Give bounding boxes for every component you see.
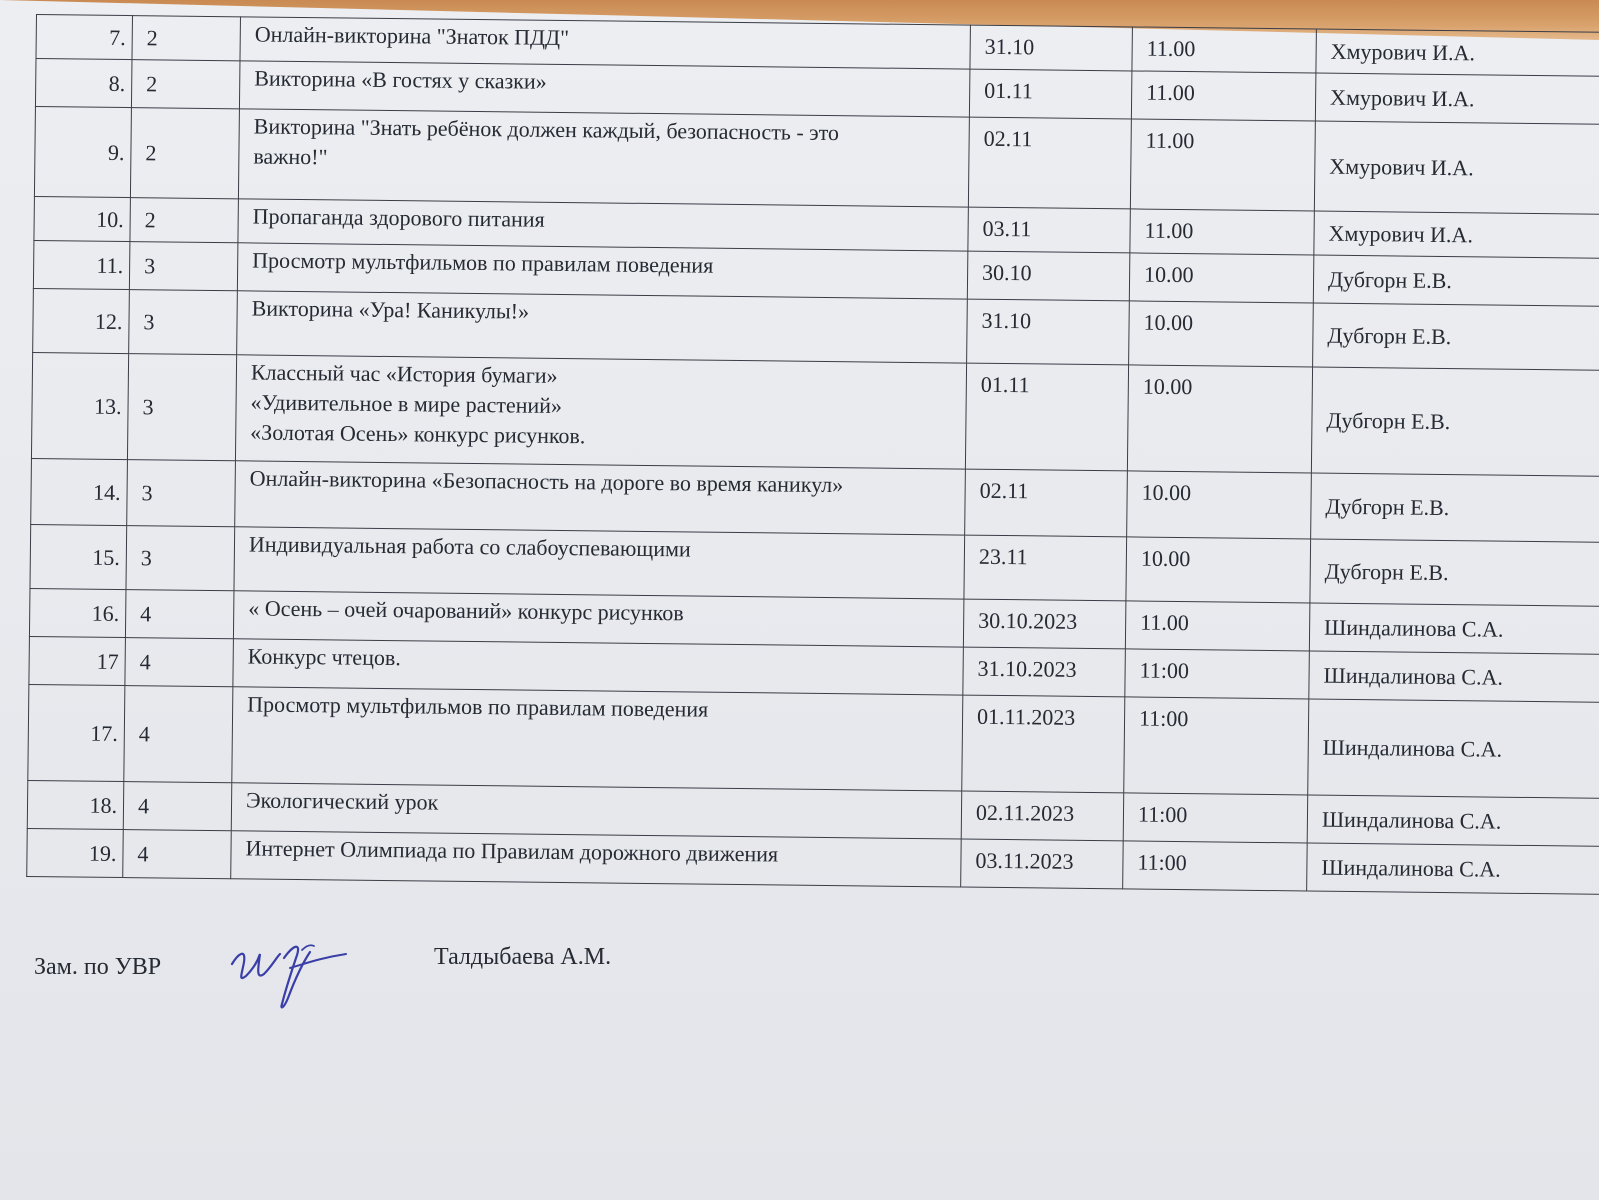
class-cell: 2 [132, 16, 240, 61]
class-cell: 2 [130, 108, 239, 199]
responsible-cell: Хмурович И.А. [1314, 211, 1599, 259]
date-cell: 31.10 [967, 299, 1130, 365]
responsible-cell: Дубгорн Е.В. [1313, 255, 1599, 307]
signer-role: Зам. по УВР [34, 954, 162, 980]
event-line: Викторина «Ура! Каникулы!» [251, 295, 530, 324]
time-cell: 10.00 [1129, 253, 1314, 303]
class-cell: 4 [123, 830, 232, 879]
class-cell: 4 [125, 590, 234, 639]
event-cell [233, 591, 963, 647]
event-line: важно!" [253, 143, 328, 170]
class-cell: 3 [127, 460, 236, 527]
date-cell: 01.11 [965, 363, 1128, 471]
table-row [31, 352, 1599, 476]
event-cell [231, 831, 961, 887]
class-cell: 3 [129, 242, 238, 291]
row-number-cell: 12. [33, 288, 130, 353]
class-cell: 3 [126, 526, 235, 591]
responsible-cell: Дубгорн Е.В. [1311, 367, 1599, 477]
signature-block [34, 940, 734, 1020]
date-cell: 02.11.2023 [961, 791, 1124, 841]
signer-name: Талдыбаева А.М. [434, 944, 612, 970]
responsible-cell: Шиндалинова С.А. [1309, 603, 1599, 655]
responsible-cell: Хмурович И.А. [1315, 73, 1599, 125]
time-cell: 10.00 [1127, 365, 1312, 473]
event-cell [235, 355, 966, 469]
event-cell [239, 61, 969, 117]
event-line: Просмотр мультфильмов по правилам поведения [247, 691, 709, 722]
class-cell: 4 [123, 782, 232, 831]
date-cell: 30.10.2023 [963, 599, 1126, 649]
event-line: Пропаганда здорового питания [252, 203, 545, 232]
event-line: Просмотр мультфильмов по правилам поведения [252, 247, 714, 278]
schedule-document [26, 14, 1599, 895]
time-cell: 11.00 [1130, 209, 1314, 255]
event-cell [237, 291, 968, 363]
event-line: Конкурс чтецов. [247, 643, 401, 671]
handwritten-signature [224, 924, 354, 1014]
date-cell: 02.11 [965, 469, 1128, 537]
time-cell: 11:00 [1123, 793, 1308, 843]
date-cell: 23.11 [964, 535, 1127, 601]
time-cell: 11:00 [1125, 649, 1310, 699]
row-number-cell: 9. [34, 106, 131, 197]
responsible-cell: Шиндалинова С.А. [1308, 699, 1599, 799]
row-number-cell: 17 [29, 636, 126, 685]
class-cell: 2 [131, 60, 240, 109]
class-cell: 3 [127, 354, 236, 461]
event-line: «Удивительное в мире растений» [250, 389, 563, 418]
responsible-cell: Шиндалинова С.А. [1307, 843, 1599, 895]
time-cell: 10.00 [1126, 537, 1311, 603]
row-number-cell: 16. [29, 588, 126, 637]
time-cell: 11:00 [1123, 841, 1308, 891]
row-number-cell: 13. [31, 352, 128, 459]
time-cell: 10.00 [1127, 471, 1312, 539]
event-line: « Осень – очей очарований» конкурс рисунков [248, 595, 684, 626]
date-cell: 31.10.2023 [963, 647, 1126, 697]
class-cell: 4 [124, 686, 233, 783]
event-cell [232, 687, 963, 791]
responsible-cell: Шиндалинова С.А. [1309, 651, 1599, 703]
date-cell: 03.11 [968, 207, 1130, 253]
event-line: «Золотая Осень» конкурс рисунков. [250, 419, 586, 449]
schedule-table [26, 14, 1599, 895]
table-row [28, 684, 1599, 798]
responsible-cell: Дубгорн Е.В. [1313, 303, 1599, 371]
class-cell: 2 [130, 198, 238, 243]
time-cell: 10.00 [1129, 301, 1314, 367]
time-cell: 11.00 [1132, 27, 1316, 73]
row-number-cell: 10. [34, 196, 130, 241]
event-cell [235, 461, 966, 535]
event-cell [234, 527, 965, 599]
event-cell [233, 639, 963, 695]
row-number-cell: 15. [30, 524, 127, 589]
date-cell: 03.11.2023 [961, 839, 1124, 889]
event-line: Экологический урок [245, 787, 439, 815]
row-number-cell: 17. [28, 684, 125, 781]
row-number-cell: 11. [33, 240, 130, 289]
event-cell [237, 243, 967, 299]
event-cell [231, 783, 961, 839]
responsible-cell: Шиндалинова С.А. [1307, 795, 1599, 847]
row-number-cell: 14. [31, 458, 128, 525]
date-cell: 02.11 [968, 117, 1131, 209]
time-cell: 11.00 [1130, 119, 1315, 211]
date-cell: 30.10 [967, 251, 1130, 301]
event-line: Индивидуальная работа со слабоуспевающими [248, 531, 691, 562]
row-number-cell: 18. [27, 780, 124, 829]
event-line: Викторина "Знать ребёнок должен каждый, безопасность - это [253, 113, 840, 146]
event-line: Викторина «В гостях у сказки» [254, 65, 547, 94]
date-cell: 31.10 [970, 25, 1132, 71]
date-cell: 01.11 [969, 69, 1132, 119]
row-number-cell: 8. [35, 59, 132, 108]
event-line: Классный час «История бумаги» [250, 359, 558, 388]
time-cell: 11.00 [1125, 601, 1310, 651]
time-cell: 11:00 [1124, 697, 1309, 795]
row-number-cell: 7. [36, 15, 132, 60]
event-line: Онлайн-викторина "Знаток ПДД" [254, 21, 570, 51]
event-line: Онлайн-викторина «Безопасность на дороге во время каникул» [249, 465, 844, 498]
class-cell: 3 [129, 290, 238, 355]
class-cell: 4 [125, 638, 234, 687]
event-line: Интернет Олимпиада по Правилам дорожного движения [245, 835, 779, 867]
responsible-cell: Хмурович И.А. [1316, 29, 1599, 77]
responsible-cell: Дубгорн Е.В. [1311, 473, 1599, 543]
time-cell: 11.00 [1131, 71, 1316, 121]
responsible-cell: Дубгорн Е.В. [1310, 539, 1599, 607]
event-cell [238, 109, 969, 207]
row-number-cell: 19. [27, 828, 124, 877]
responsible-cell: Хмурович И.А. [1314, 121, 1599, 215]
date-cell: 01.11.2023 [962, 695, 1125, 793]
